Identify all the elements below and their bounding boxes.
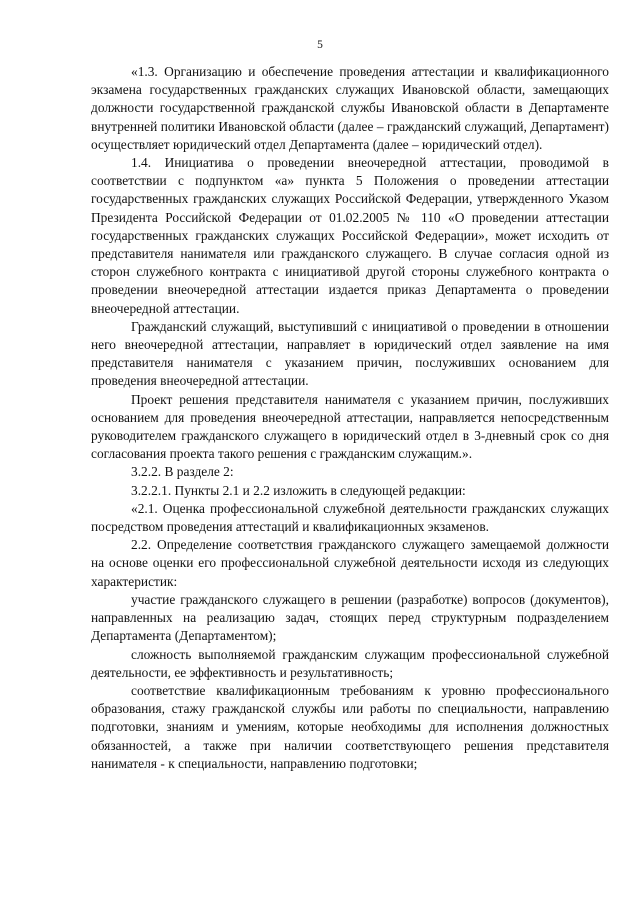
paragraph-2-2: 2.2. Определение соответствия гражданского служащего замещаемой должности на основе оценки его профессиональной служебной деятельности исходя из следующих характеристик: — [91, 537, 609, 589]
document-body — [91, 63, 609, 773]
paragraph-employee-initiative: Гражданский служащий, выступивший с инициативой о проведении в отношении него внеочередной аттестации, направляет в юридический отдел заявление на имя представителя нанимателя с указанием причин, послуживших основанием для проведения внеочередной аттестации. — [91, 318, 609, 389]
page-number: 5 — [317, 39, 323, 51]
paragraph-1-4: 1.4. Инициатива о проведении внеочередной аттестации, проводимой в соответствии с подпунктом «а» пункта 5 Положения о проведении аттестации государственных гражданских служащих Российской Федерации, утвержденного Указом Президента Российской Федерации от 01.02.2005 № 110 «О проведении аттестации государственных гражданских служащих Российской Федерации», может исходить от представителя нанимателя или гражданского служащего. В случае согласия одной из сторон служебного контракта с инициативой другой стороны служебного контракта о проведении внеочередной аттестации издается приказ Департамента о проведении внеочередной аттестации. — [91, 155, 609, 316]
paragraph-1-3: «1.3. Организацию и обеспечение проведения аттестации и квалификационного экзамена государственных гражданских служащих Ивановской области, замещающих должности государственной гражданской службы Ивановской области в Департаменте внутренней политики Ивановской области (далее – гражданский служащий, Департамент) осуществляет юридический отдел Департамента (далее – юридический отдел). — [91, 64, 609, 152]
paragraph-2-1: «2.1. Оценка профессиональной служебной деятельности гражданских служащих посредством проведения аттестаций и квалификационных экзаменов. — [91, 500, 609, 535]
paragraph-3-2-2-1: 3.2.2.1. Пункты 2.1 и 2.2 изложить в следующей редакции: — [131, 482, 466, 498]
paragraph-complexity: сложность выполняемой гражданским служащим профессиональной служебной деятельности, ее эффективность и результативность; — [91, 646, 609, 680]
paragraph-participation: участие гражданского служащего в решении (разработке) вопросов (документов), направленных на реализацию задач, стоящих перед структурным подразделением Департамента (Департаментом); — [91, 591, 609, 644]
paragraph-qualification: соответствие квалификационным требованиям к уровню профессионального образования, стажу гражданской службы или работы по специальности, направлению подготовки, знаниям и умениям, которые необходимы для исполнения должностных обязанностей, а также при наличии соответствующего решения представителя нанимателя - к специальности, направлению подготовки; — [91, 682, 609, 771]
paragraph-3-2-2: 3.2.2. В разделе 2: — [131, 464, 234, 480]
paragraph-decision-draft: Проект решения представителя нанимателя с указанием причин, послуживших основанием для проведения внеочередной аттестации, направляется непосредственным руководителем гражданского служащего в юридический отдел в 3-дневный срок со дня согласования проекта такого решения с гражданским служащим.». — [91, 391, 609, 462]
